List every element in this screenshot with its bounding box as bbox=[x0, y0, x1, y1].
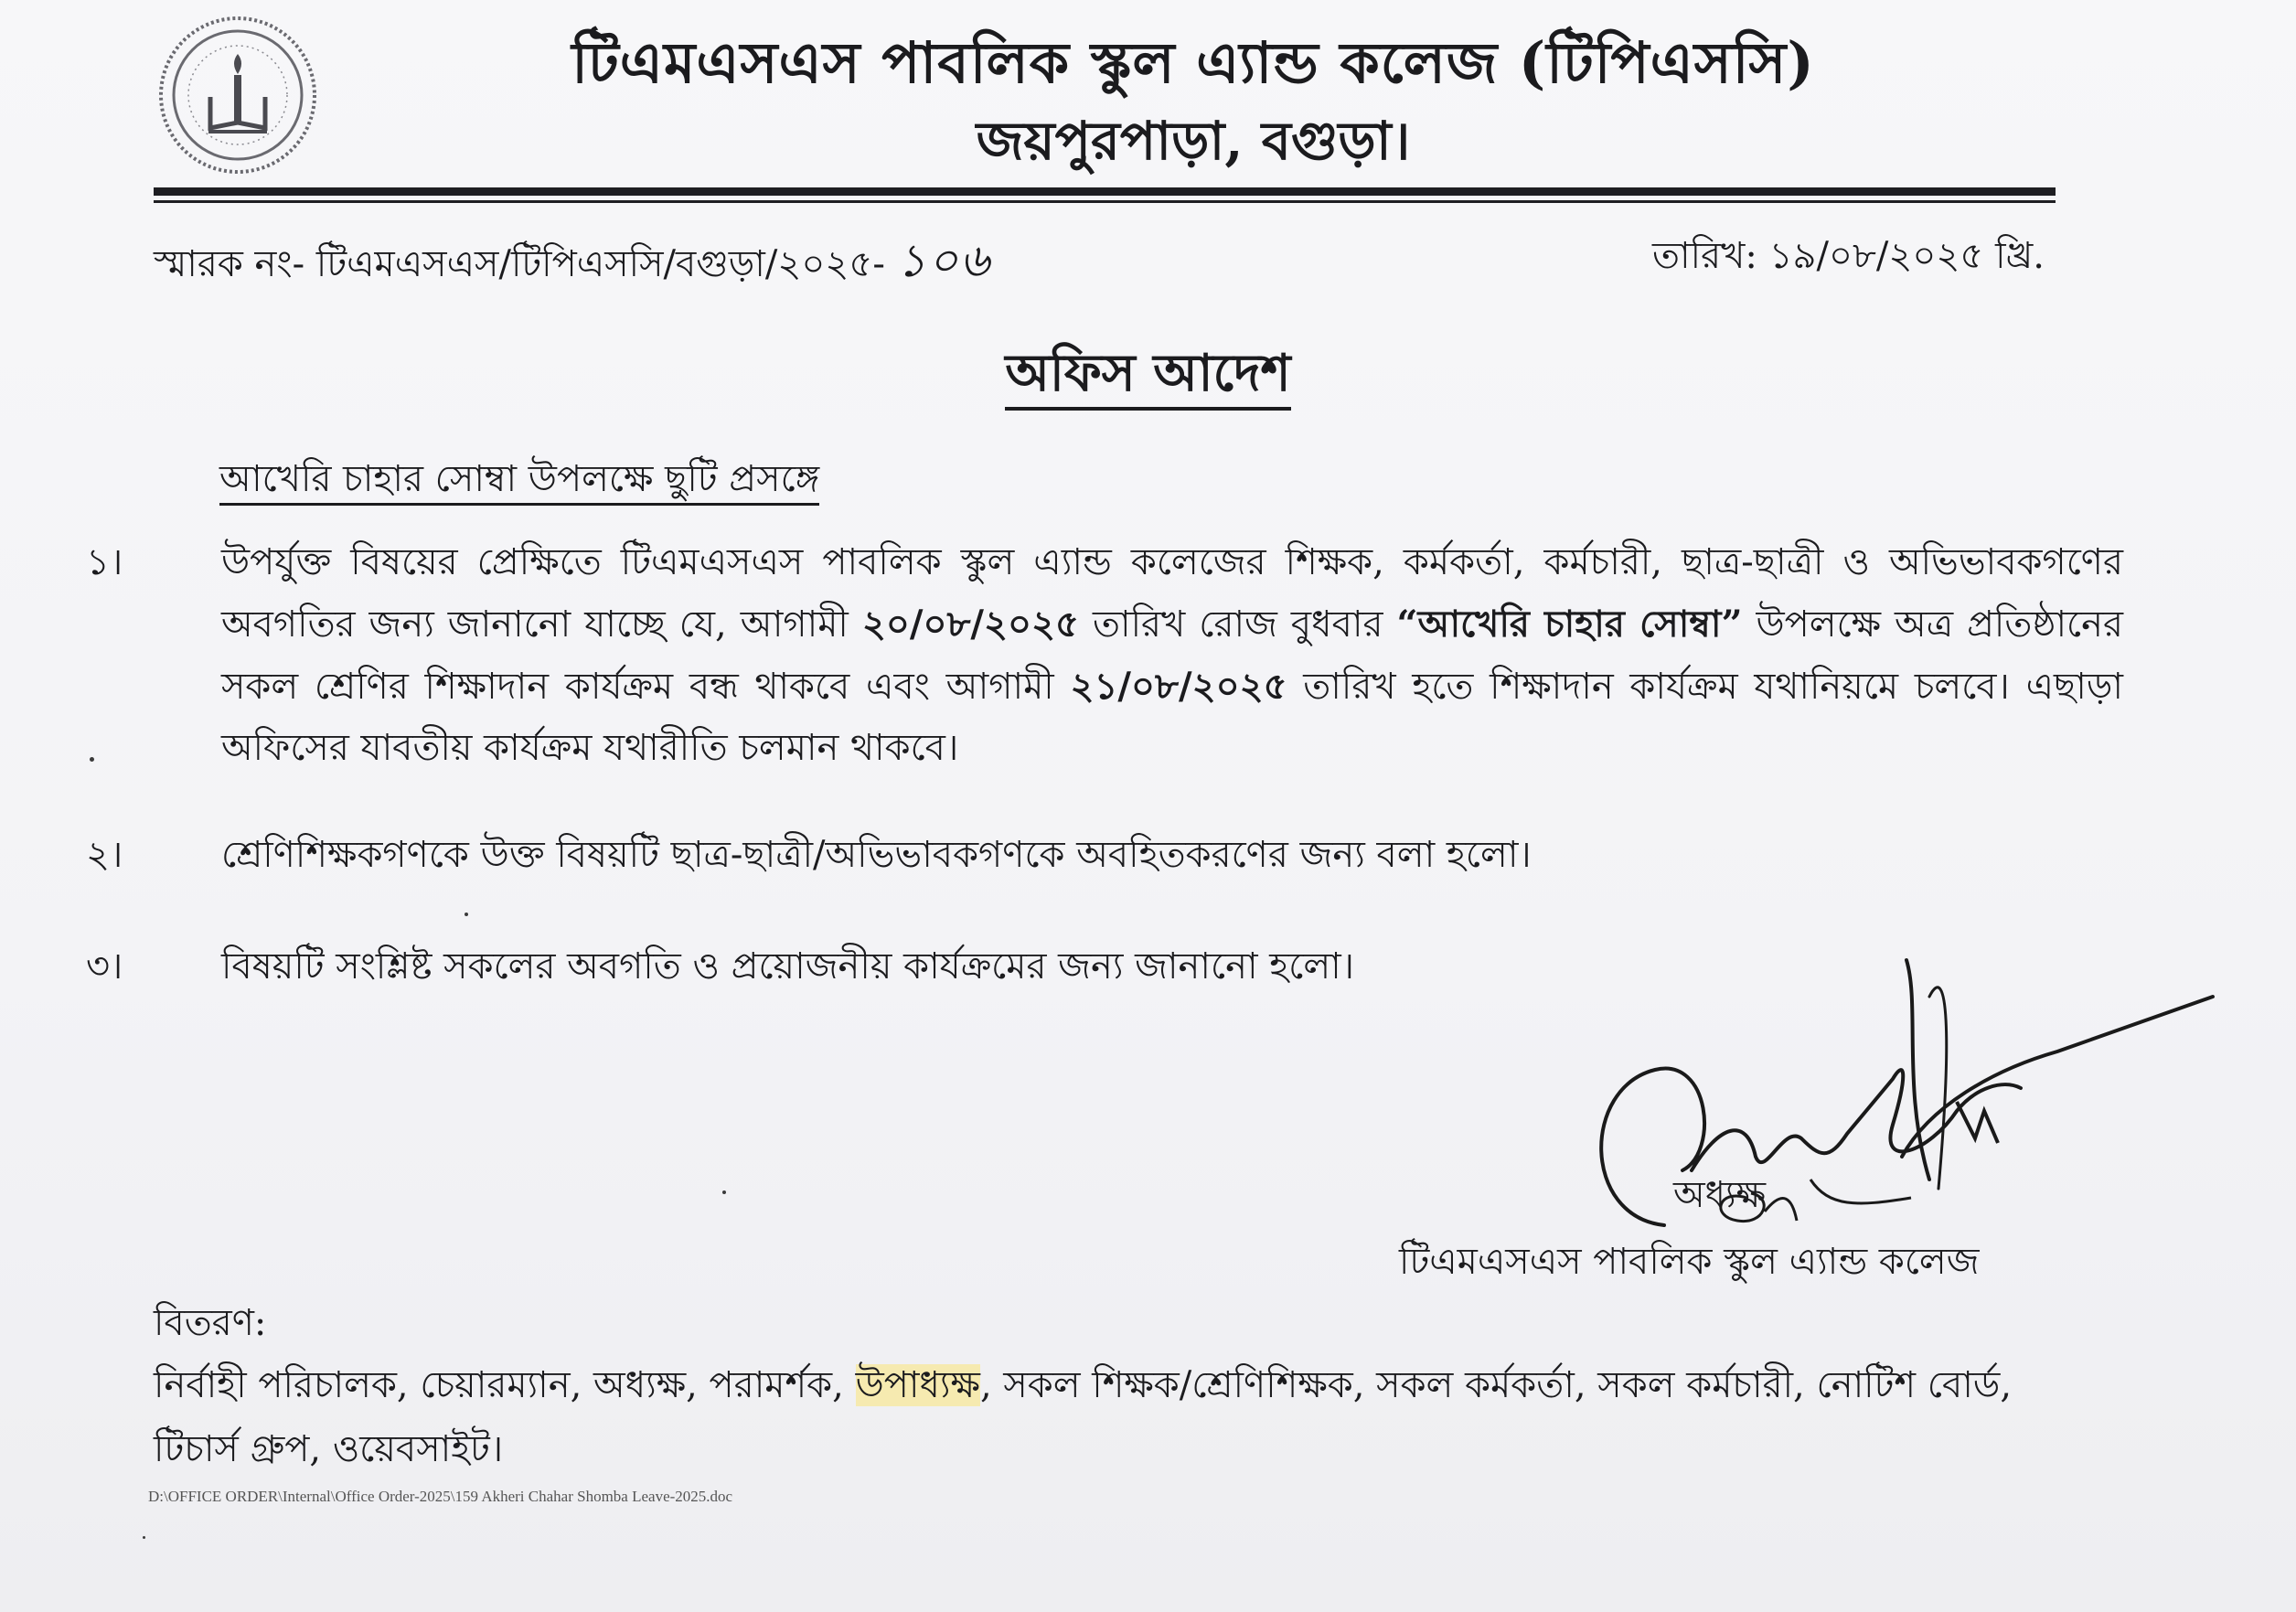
institution-location: জয়পুরপাড়া, বগুড়া। bbox=[976, 110, 1411, 172]
header-divider-thin bbox=[154, 200, 2056, 203]
distribution-text: , সকল শিক্ষক/শ্রেণিশিক্ষক, সকল কর্মকর্তা, সকল কর্মচারী, নোটিশ বোর্ড, টিচার্স গ্রুপ, ওয়েবসাইট। bbox=[154, 1364, 2013, 1470]
signatory-designation: অধ্যক্ষ bbox=[1673, 1174, 1767, 1216]
distribution-list bbox=[154, 1353, 2056, 1481]
paragraph-text: তারিখ রোজ বুধবার bbox=[1093, 603, 1383, 646]
order-subject bbox=[219, 450, 819, 511]
order-title-text: অফিস আদেশ bbox=[1005, 343, 1290, 411]
school-logo-icon bbox=[155, 13, 320, 177]
memo-reference bbox=[154, 227, 991, 303]
paper-speck bbox=[465, 913, 468, 916]
holiday-name: “আখেরি চাহার সোম্বা” bbox=[1396, 603, 1743, 646]
memo-ref-prefix: স্মারক নং- টিএমএসএস/টিপিএসসি/বগুড়া/২০২৫- bbox=[154, 243, 885, 285]
file-path-footer: D:\OFFICE ORDER\Internal\Office Order-2025\159 Akheri Chahar Shomba Leave-2025.doc bbox=[148, 1488, 733, 1505]
paragraph-text: শ্রেণিশিক্ষকগণকে উক্ত বিষয়টি ছাত্র-ছাত্রী/অভিভাবকগণকে অবহিতকরণের জন্য বলা হলো। bbox=[221, 834, 1532, 876]
paragraph-number: ৩। bbox=[86, 945, 123, 987]
paper-speck bbox=[90, 757, 94, 762]
paragraph-number: ২। bbox=[86, 834, 123, 876]
distribution-text: নির্বাহী পরিচালক, চেয়ারম্যান, অধ্যক্ষ, পরামর্শক, bbox=[154, 1364, 856, 1406]
paragraph-1 bbox=[86, 532, 2123, 779]
paragraph-text: বিষয়টি সংশ্লিষ্ট সকলের অবগতি ও প্রয়োজনীয় কার্যক্রমের জন্য জানানো হলো। bbox=[221, 945, 1355, 987]
memo-ref-number: ১০৬ bbox=[896, 234, 992, 287]
institution-title: টিএমএসএস পাবলিক স্কুল এ্যান্ড কলেজ (টিপিএসসি) bbox=[571, 29, 1815, 96]
paragraph-text: উপলক্ষে অত্র প্রতিষ্ঠানের সকল শ্রেণির শিক্ষাদান কার্যক্রম বন্ধ থাকবে এবং আগামী bbox=[221, 603, 2123, 708]
order-title bbox=[0, 334, 2296, 420]
header-divider-thick bbox=[154, 187, 2056, 196]
signatory-institution: টিএমএসএস পাবলিক স্কুল এ্যান্ড কলেজ bbox=[1399, 1241, 1980, 1283]
distribution-label: বিতরণ: bbox=[154, 1302, 267, 1344]
order-subject-text: আখেরি চাহার সোম্বা উপলক্ষে ছুটি প্রসঙ্গে bbox=[219, 458, 819, 506]
handwritten-signature bbox=[1545, 942, 2222, 1234]
paragraph-2 bbox=[86, 825, 2123, 886]
paragraph-text: উপর্যুক্ত বিষয়ের প্রেক্ষিতে টিএমএসএস পাবলিক স্কুল এ্যান্ড কলেজের শিক্ষক, কর্মকর্তা, কর্মচারী, ছাত্র-ছাত্রী ও অভিভাবকগণের অবগতির জন্য জানানো যাচ্ছে যে, আগামী bbox=[221, 541, 2123, 646]
holiday-date: ২০/০৮/২০২৫ bbox=[861, 603, 1080, 646]
paper-speck bbox=[722, 1190, 726, 1194]
highlighted-recipient: উপাধ্যক্ষ bbox=[855, 1364, 980, 1406]
paragraph-text: তারিখ হতে শিক্ষাদান কার্যক্রম যথানিয়মে চলবে। এছাড়া অফিসের যাবতীয় কার্যক্রম যথারীতি চলমান থাকবে। bbox=[221, 666, 2123, 769]
resume-date: ২১/০৮/২০২৫ bbox=[1070, 665, 1287, 708]
memo-date: তারিখ: ১৯/০৮/২০২৫ খ্রি. bbox=[1652, 235, 2045, 277]
paper-speck bbox=[143, 1536, 145, 1539]
paragraph-number: ১। bbox=[86, 541, 123, 583]
